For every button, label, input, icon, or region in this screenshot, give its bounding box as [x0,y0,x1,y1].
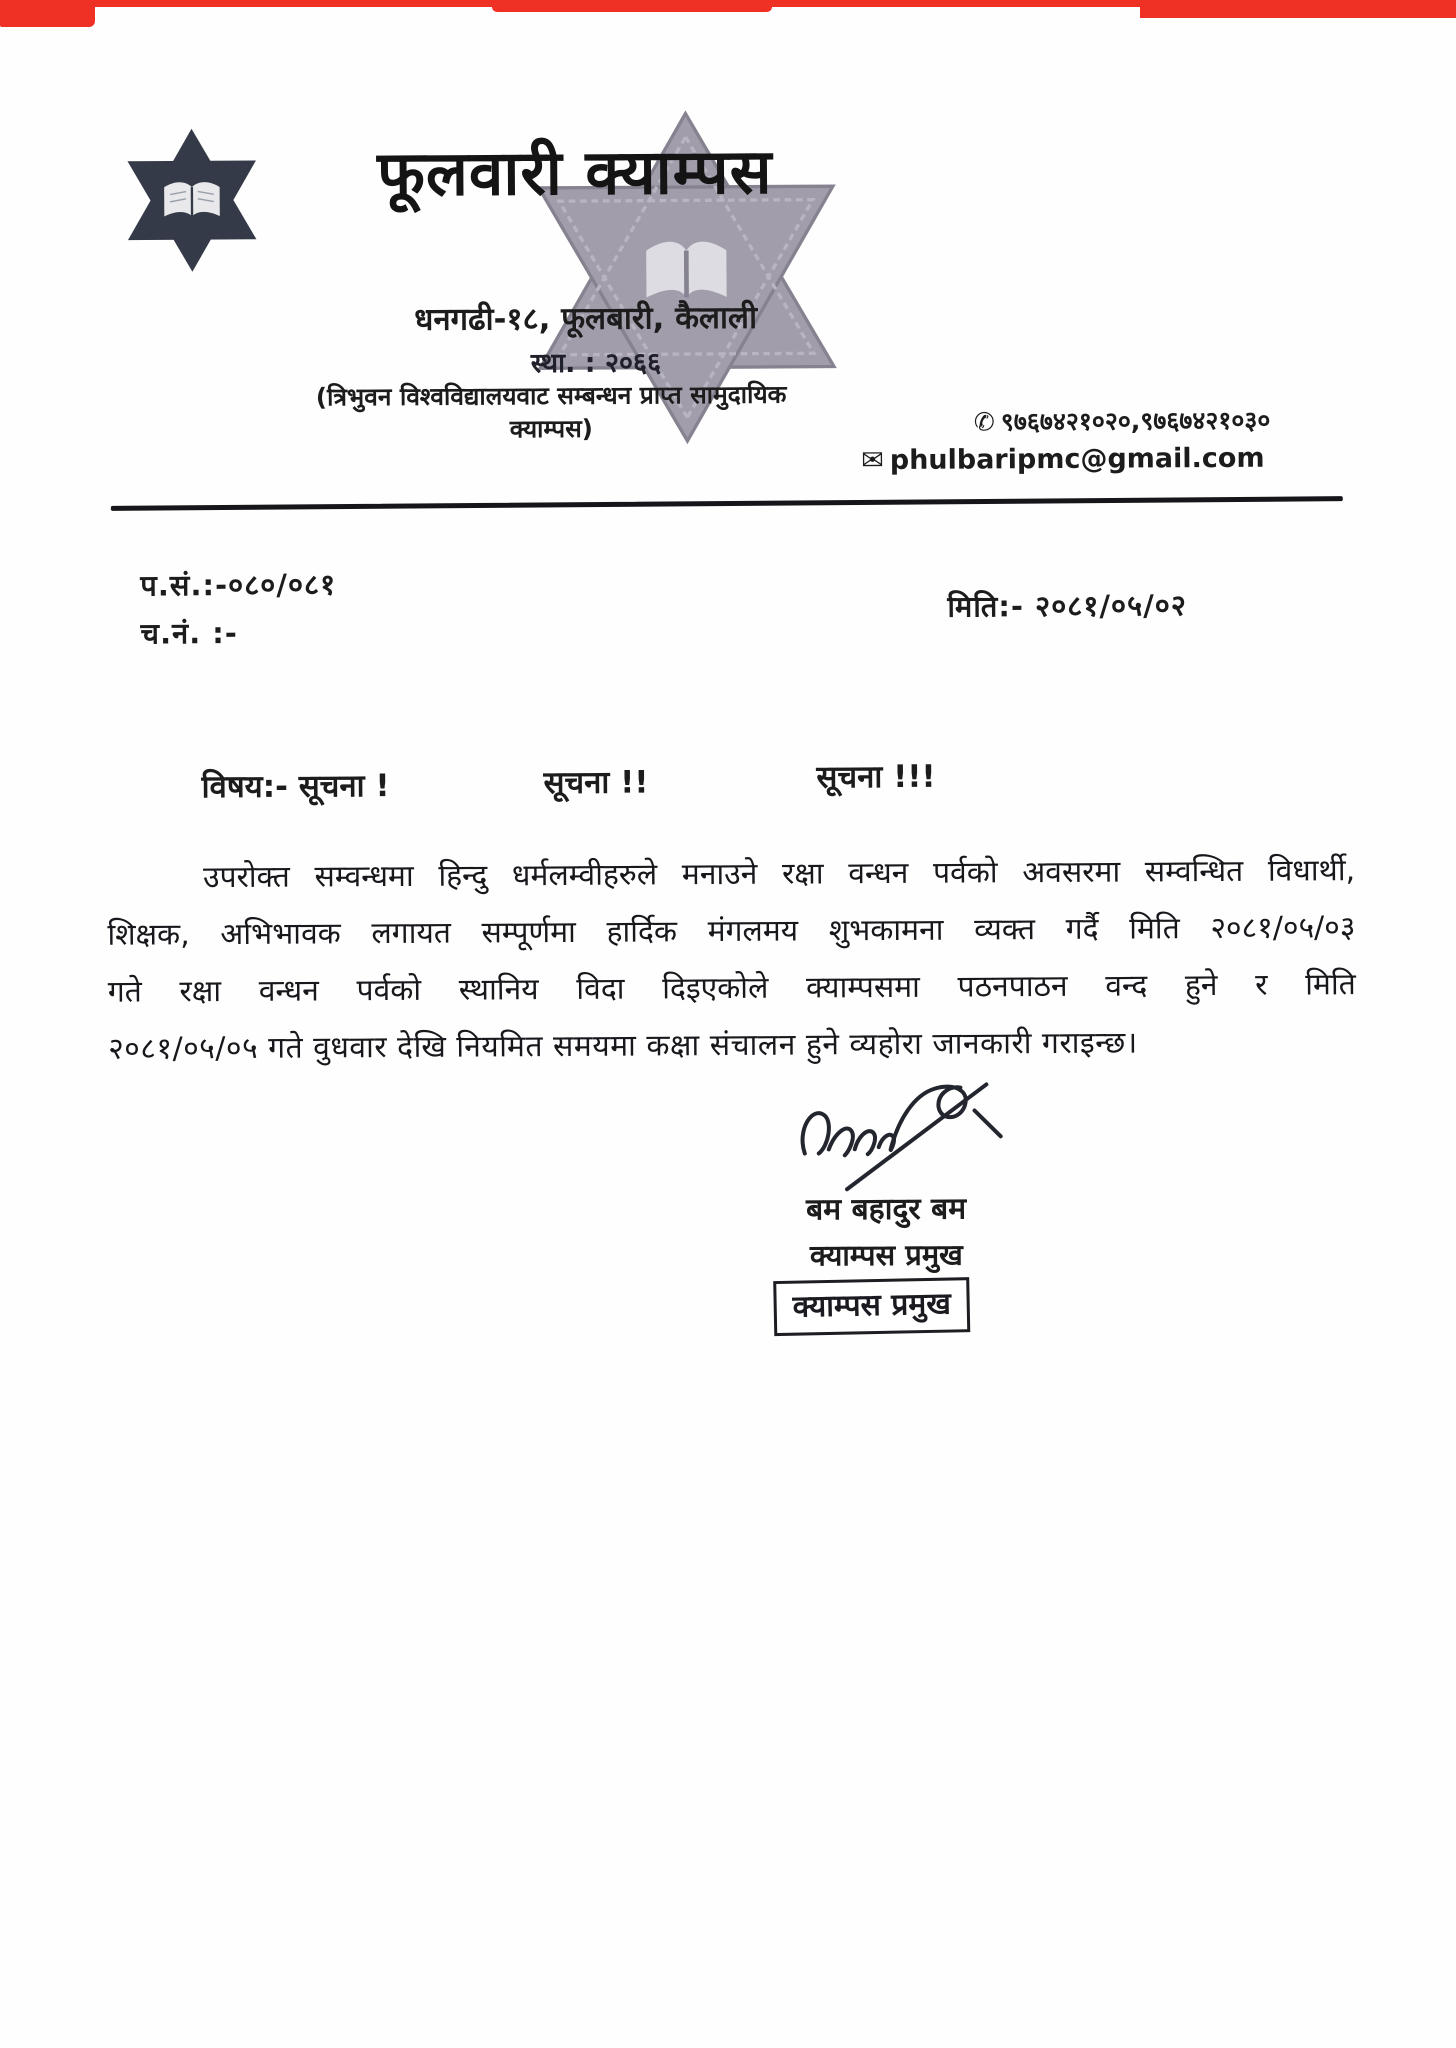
campus-name-title: फूलवारी क्याम्पस [376,134,773,211]
established-year: स्था. : २०६६ [530,347,662,380]
notice-body [107,842,1356,1078]
body-line-2: शिक्षक, अभिभावक लगायत सम्पूर्णमा हार्दिक मंगलमय शुभकामना व्यक्त गर्दै मिति २०८१/०५/०३ [107,910,1356,953]
body-line-1: उपरोक्त सम्वन्धमा हिन्दु धर्मलम्वीहरुले मनाउने रक्षा वन्धन पर्वको अवसरमा सम्वन्धित विधार्थी, [202,853,1356,896]
body-line-4: २०८१/०५/०५ गते वुधवार देखि नियमित समयमा कक्षा संचालन हुने व्यहोरा जानकारी गराइन्छ। [108,1025,1138,1067]
subject-repeat-2: सूचना !! [543,764,649,802]
letter-date: मिति:- २०८१/०५/०२ [947,588,1188,624]
signer-name: बम बहादुर बम [805,1191,967,1228]
phone-numbers-text: ९७६७४२१०२०,९७६७४२१०३० [1000,405,1271,437]
body-line-3: गते रक्षा वन्धन पर्वको स्थानिय विदा दिइएकोले क्याम्पसमा पठनपाठन वन्द हुने र मिति [107,967,1356,1010]
reference-number: प.सं.:-०८०/०८१ [140,567,337,603]
subject-repeat-3: सूचना !!! [816,758,936,796]
subject-label: विषय:- सूचना ! [201,768,390,806]
dispatch-number: च.नं. :- [140,615,238,651]
affiliation-note: (त्रिभुवन विश्वविद्यालयवाट सम्बन्धन प्राप्त सामुदायिक क्याम्पस) [315,379,787,444]
campus-logo-star-icon [119,127,266,274]
email-address [844,443,1264,477]
phone-icon: ✆ [973,407,995,437]
designation-stamp: क्याम्पस प्रमुख [773,1277,970,1336]
signer-designation: क्याम्पस प्रमुख [809,1237,963,1273]
envelope-icon: ✉ [861,445,884,477]
scan-artifact-top-right [1140,0,1456,18]
campus-address: धनगढी-१८, फूलबारी, कैलाली [414,299,758,338]
scan-artifact-top-left [0,0,95,27]
header-divider-line [111,496,1343,511]
phone-numbers [850,403,1270,440]
scan-artifact-top-middle [492,0,772,12]
handwritten-signature [788,1076,1029,1195]
email-text: phulbaripmc@gmail.com [889,442,1265,477]
